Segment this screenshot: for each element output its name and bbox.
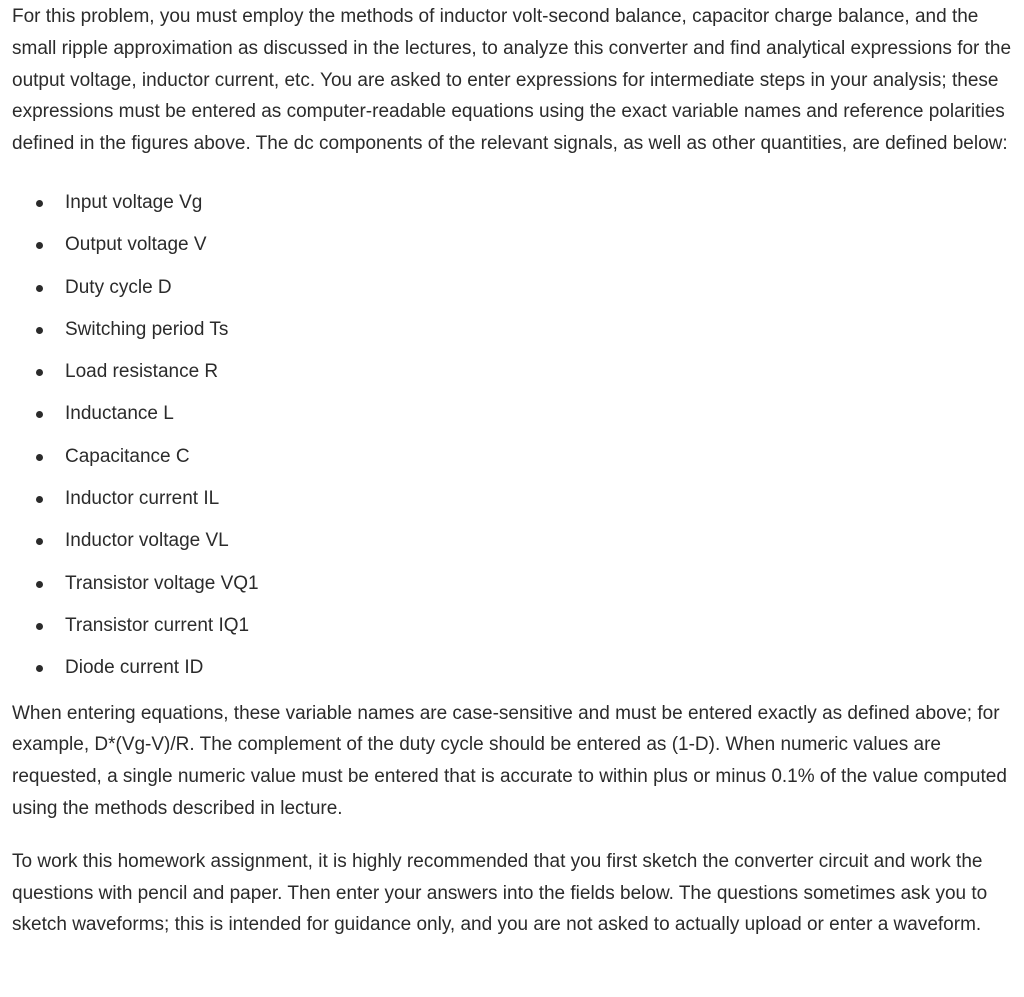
- intro-paragraph: For this problem, you must employ the methods of inductor volt-second balance, capacitor charge balance, and the small ripple approximation as discussed in the lectures, to analyze this converter and find analytical expressions for the output voltage, inductor current, etc. You are asked to enter expressions for intermediate steps in your analysis; these expressions must be entered as computer-readable equations using the exact variable names and reference polarities defined in the figures above. The dc components of the relevant signals, as well as other quantities, are defined below:: [12, 6, 1012, 155]
- bullet-icon: [36, 665, 43, 672]
- list-item: [12, 605, 1012, 647]
- list-item: [12, 647, 1012, 689]
- variable-label: Switching period Ts: [65, 318, 229, 340]
- bullet-icon: [36, 496, 43, 503]
- bullet-icon: [36, 581, 43, 588]
- list-item: [12, 478, 1012, 520]
- variable-label: Load resistance R: [65, 361, 219, 383]
- bullet-icon: [36, 538, 43, 545]
- list-item: [12, 309, 1012, 351]
- list-item: [12, 224, 1012, 266]
- bullet-icon: [36, 327, 43, 334]
- variable-label: Transistor voltage VQ1: [65, 572, 259, 594]
- bullet-icon: [36, 623, 43, 630]
- bullet-icon: [36, 242, 43, 249]
- entry-rules-paragraph: When entering equations, these variable names are case-sensitive and must be entered exactly as defined above; for example, D*(Vg-V)/R. The complement of the duty cycle should be entered as (1-D). When numeric values are requested, a single numeric value must be entered that is accurate to within plus or minus 0.1% of the value computed using the methods described in lecture.: [12, 702, 1007, 819]
- variable-label: Duty cycle D: [65, 276, 172, 298]
- list-item: [12, 563, 1012, 605]
- list-item: [12, 267, 1012, 309]
- bullet-icon: [36, 285, 43, 292]
- list-item: [12, 393, 1012, 435]
- variable-label: Diode current ID: [65, 657, 204, 679]
- variable-label: Inductor current IL: [65, 488, 220, 510]
- list-item: [12, 182, 1012, 224]
- variable-label: Output voltage V: [65, 234, 207, 256]
- bullet-icon: [36, 411, 43, 418]
- list-item: [12, 351, 1012, 393]
- bullet-icon: [36, 369, 43, 376]
- list-item: [12, 520, 1012, 562]
- variable-label: Input voltage Vg: [65, 191, 203, 213]
- variable-label: Inductor voltage VL: [65, 530, 229, 552]
- variable-label: Inductance L: [65, 403, 174, 425]
- variable-definitions-list: [12, 182, 1012, 690]
- bullet-icon: [36, 200, 43, 207]
- variable-label: Transistor current IQ1: [65, 614, 250, 636]
- list-item: [12, 436, 1012, 478]
- variable-label: Capacitance C: [65, 445, 190, 467]
- bullet-icon: [36, 454, 43, 461]
- recommendation-paragraph: To work this homework assignment, it is highly recommended that you first sketch the converter circuit and work the questions with pencil and paper. Then enter your answers into the fields below. The questions sometimes ask you to sketch waveforms; this is intended for guidance only, and you are not asked to actually upload or enter a waveform.: [12, 850, 988, 936]
